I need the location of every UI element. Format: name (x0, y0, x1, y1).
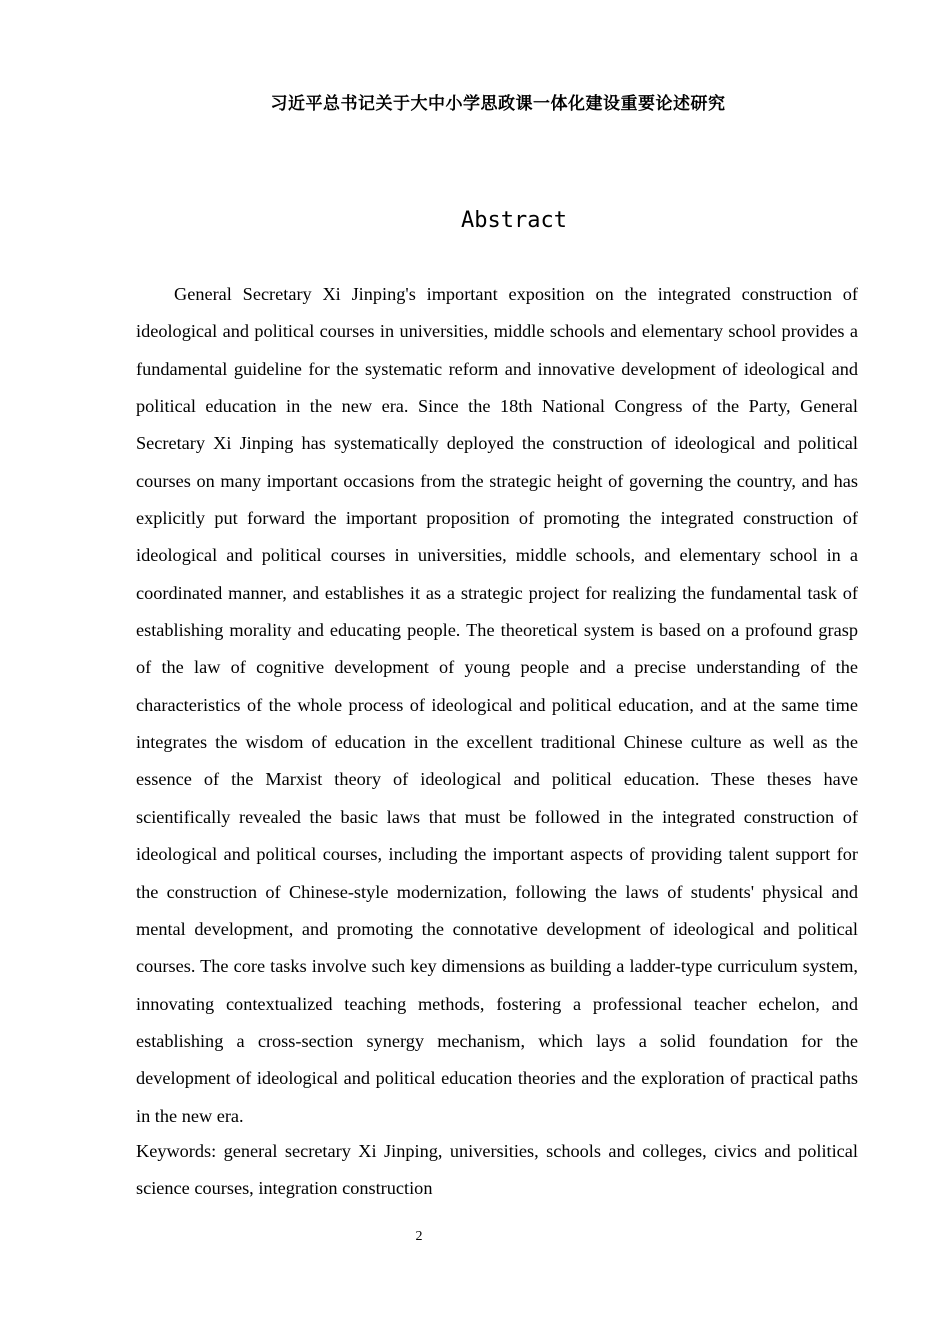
page-number: 2 (415, 1229, 423, 1244)
running-header: 习近平总书记关于大中小学思政课一体化建设重要论述研究 (270, 94, 726, 114)
abstract-title: Abstract (461, 208, 567, 233)
abstract-body: General Secretary Xi Jinping's important exposition on the integrated construction of ideological and political courses in universities, middle schools and elementary school provides a fundamental guideline for the systematic reform and innovative development of ideological and political education in the new era. Since the 18th National Congress of the Party, General Secretary Xi Jinping has systematically deployed the construction of ideological and political courses on many important occasions from the strategic height of governing the country, and has explicitly put forward the important proposition of promoting the integrated construction of ideological and political courses in universities, middle schools, and elementary school in a coordinated manner, and establishes it as a strategic project for realizing the fundamental task of establishing morality and educating people. The theoretical system is based on a profound grasp of the law of cognitive development of young people and a precise understanding of the characteristics of the whole process of ideological and political education, and at the same time integrates the wisdom of education in the excellent traditional Chinese culture as well as the essence of the Marxist theory of ideological and political education. These theses have scientifically revealed the basic laws that must be followed in the integrated construction of ideological and political courses, including the important aspects of providing talent support for the construction of Chinese-style modernization, following the laws of students' physical and mental development, and promoting the connotative development of ideological and political courses. The core tasks involve such key dimensions as building a ladder-type curriculum system, innovating contextualized teaching methods, fostering a professional teacher echelon, and establishing a cross-section synergy mechanism, which lays a solid foundation for the development of ideological and political education theories and the exploration of practical paths in the new era. (136, 284, 858, 1126)
keywords: Keywords: general secretary Xi Jinping, universities, schools and colleges, civics and political science courses, integration construction (136, 1141, 858, 1199)
